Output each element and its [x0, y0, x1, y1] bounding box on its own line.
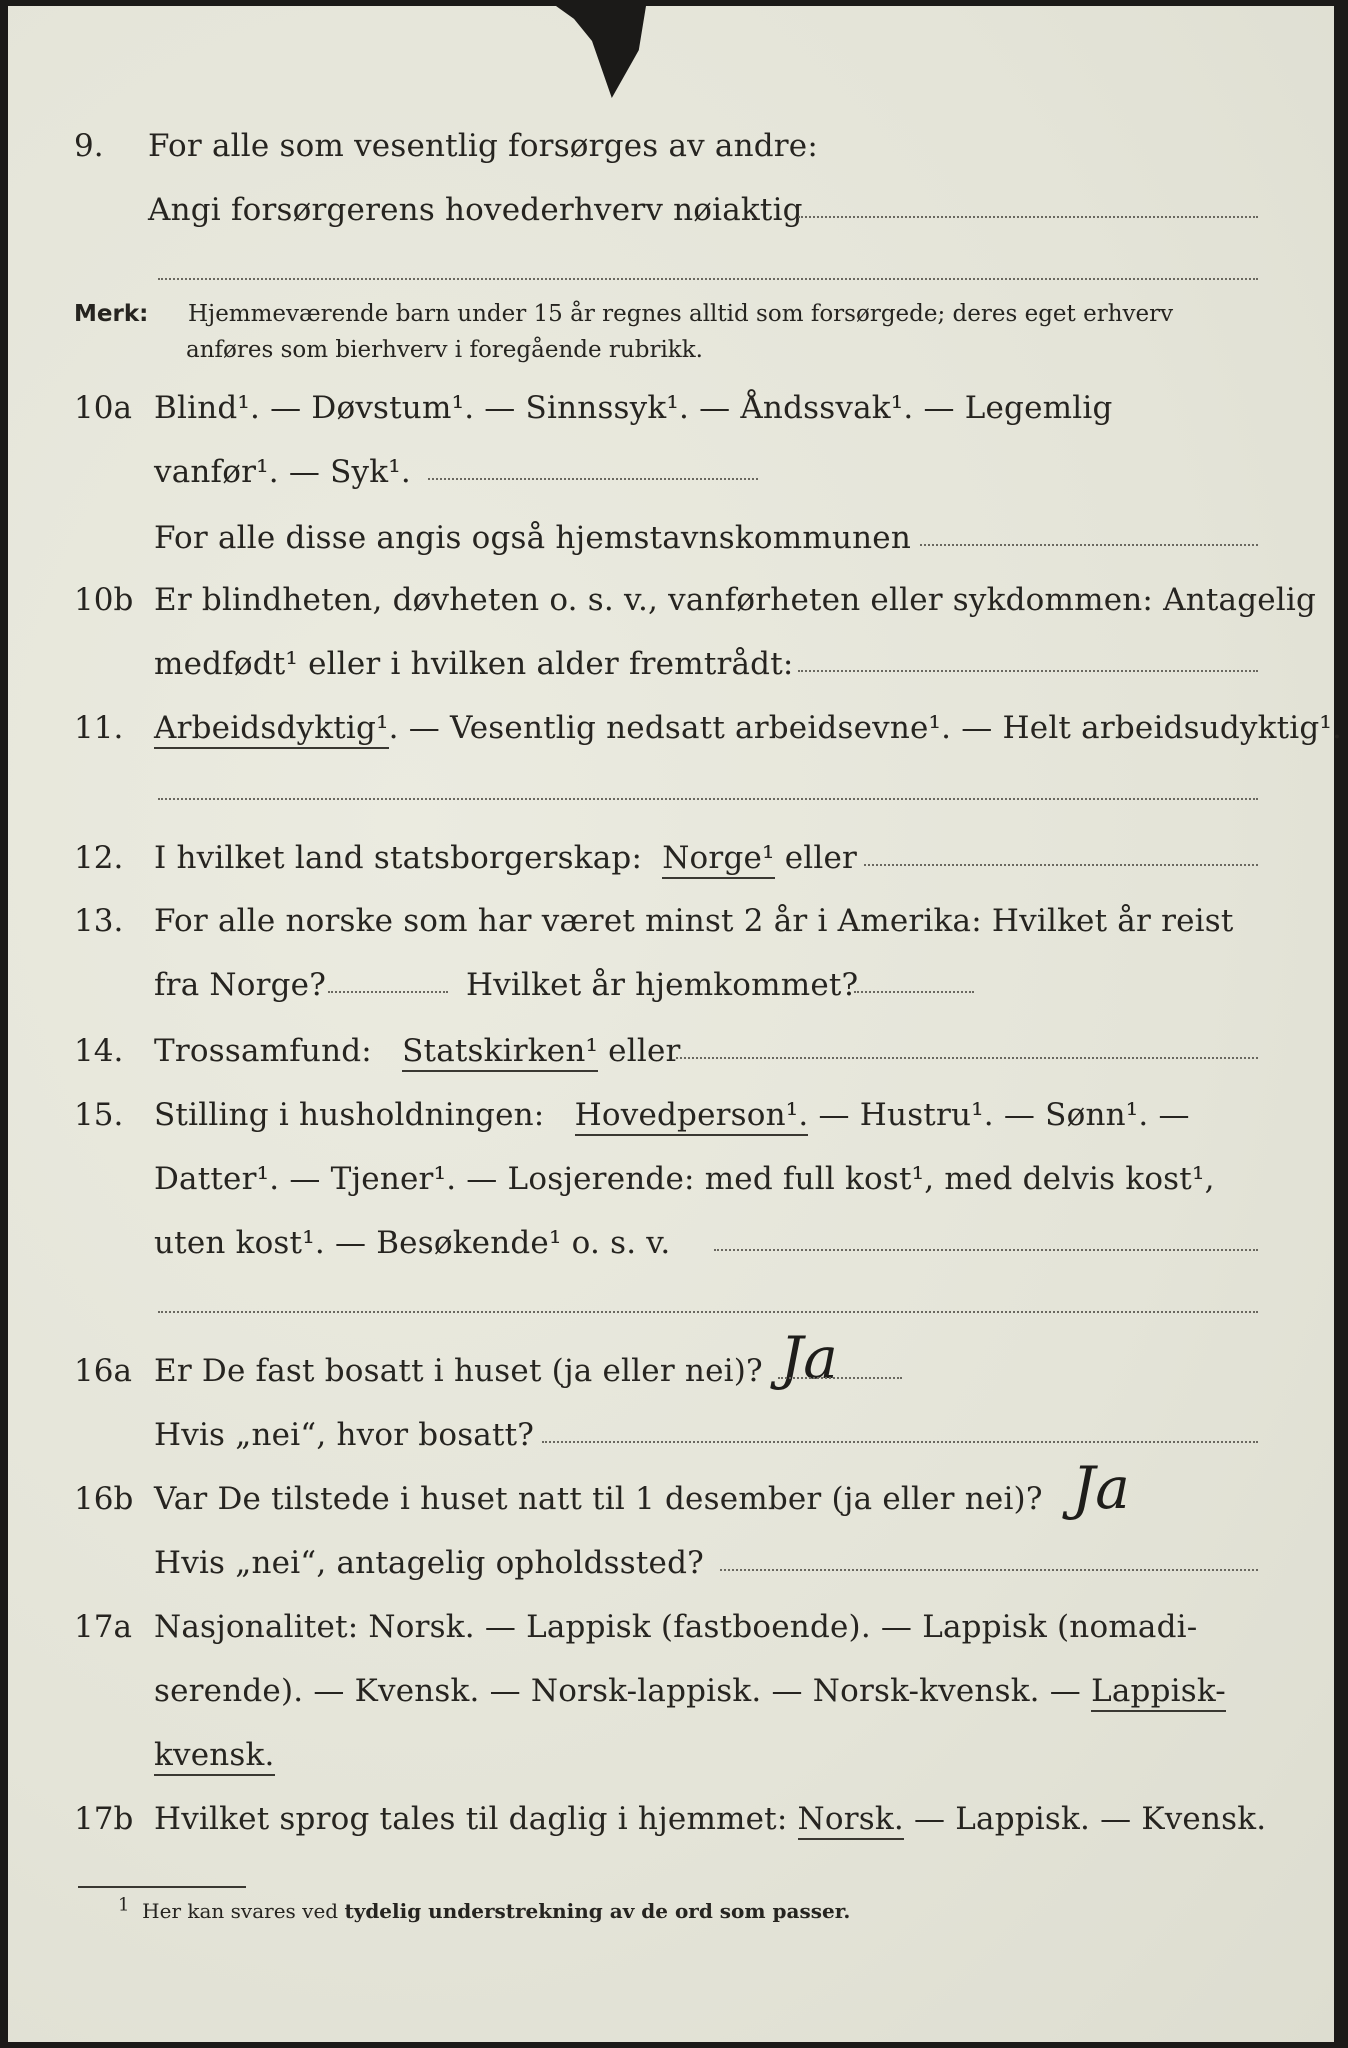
q10a-line3: For alle disse angis også hjemstavnskommunen [154, 520, 911, 556]
q13-line1: For alle norske som har været minst 2 år i Amerika: Hvilket år reist [154, 903, 1234, 939]
q16a-line1: Er De fast bosatt i huset (ja eller nei)? [154, 1353, 763, 1389]
footnote [118, 1896, 850, 1926]
q15-answer-field-2[interactable] [158, 1311, 1258, 1313]
q17b-pre: Hvilket sprog tales til daglig i hjemmet: [154, 1801, 788, 1837]
q9-line1: For alle som vesentlig forsørges av andre: [148, 128, 818, 164]
q11-rest: . — Vesentlig nedsatt arbeidsevne¹. — Helt arbeidsudyktig¹. [388, 710, 1343, 746]
merk-line2: anføres som bierhverv i foregående rubrikk. [186, 337, 703, 363]
footnote-rule [78, 1886, 246, 1888]
q16b-number: 16b [74, 1481, 134, 1517]
footnote-pre: Her kan svares ved [142, 1899, 339, 1923]
q12-selected-option[interactable]: Norge¹ [662, 840, 774, 879]
q11-selected-option[interactable]: Arbeidsdyktig¹ [154, 710, 389, 749]
q17b-number: 17b [74, 1801, 134, 1837]
footnote-bold: tydelig understrekning av de ord som passer. [344, 1899, 851, 1923]
q12-line [154, 836, 857, 880]
q10b-line1: Er blindheten, døvheten o. s. v., vanførheten eller sykdommen: Antagelig [154, 582, 1317, 618]
q10a-kommune-field[interactable] [920, 544, 1258, 546]
q15-line2: Datter¹. — Tjener¹. — Losjerende: med full kost¹, med delvis kost¹, [154, 1161, 1215, 1197]
merk-label: Merk: [74, 301, 149, 327]
q17b-post: — Lappisk. — Kvensk. [913, 1801, 1267, 1837]
q10a-answer-field[interactable] [428, 478, 758, 480]
q14-answer-field[interactable] [676, 1057, 1258, 1059]
q14-line [154, 1029, 681, 1073]
q16a-number: 16a [74, 1353, 132, 1389]
q12-post: eller [784, 840, 858, 876]
q17a-line3 [154, 1733, 275, 1777]
q11-number: 11. [74, 710, 124, 746]
q13-number: 13. [74, 903, 124, 939]
torn-edge [556, 6, 646, 98]
q9-number: 9. [74, 128, 104, 164]
q9-answer-field-2[interactable] [158, 278, 1258, 280]
q9-answer-field[interactable] [798, 216, 1258, 218]
q16a-bosatt-field[interactable] [542, 1441, 1258, 1443]
q16a-line2: Hvis „nei“, hvor bosatt? [154, 1417, 535, 1453]
q13-reist-field[interactable] [328, 991, 448, 993]
q13-hjemkommet-field[interactable] [854, 991, 974, 993]
q15-selected-option[interactable]: Hovedperson¹. [575, 1097, 809, 1136]
q14-number: 14. [74, 1033, 124, 1069]
q16b-line2: Hvis „nei“, antagelig opholdssted? [154, 1545, 704, 1581]
census-form-page [8, 6, 1343, 2042]
q11-line [154, 706, 1342, 750]
q17a-selected-option-part1[interactable]: Lappisk- [1091, 1673, 1226, 1712]
q10a-number: 10a [74, 390, 132, 426]
q17a-line2 [154, 1669, 1226, 1713]
q15-line3: uten kost¹. — Besøkende¹ o. s. v. [154, 1225, 671, 1261]
q9-line2: Angi forsørgerens hovederhverv nøiaktig [148, 192, 803, 228]
q17a-line1: Nasjonalitet: Norsk. — Lappisk (fastboende). — Lappisk (nomadi- [154, 1609, 1198, 1645]
q10b-answer-field[interactable] [798, 670, 1258, 672]
q17b-line [154, 1797, 1266, 1841]
q13-line2a: fra Norge? [154, 967, 327, 1003]
q16a-answer-field[interactable] [778, 1377, 902, 1379]
q14-pre: Trossamfund: [154, 1033, 372, 1069]
q14-post: eller [608, 1033, 681, 1069]
q16b-handwritten-answer[interactable]: Ja [1072, 1454, 1130, 1522]
q10a-line2: vanfør¹. — Syk¹. [154, 454, 411, 490]
q16b-line1: Var De tilstede i huset natt til 1 desember (ja eller nei)? [154, 1481, 1043, 1517]
merk-line1: Hjemmeværende barn under 15 år regnes alltid som forsørgede; deres eget erhverv [188, 301, 1174, 327]
q12-answer-field[interactable] [864, 864, 1258, 866]
q13-line2b: Hvilket år hjemkommet? [466, 967, 859, 1003]
q15-rest1: — Hustru¹. — Sønn¹. — [818, 1097, 1190, 1133]
q16b-opholdssted-field[interactable] [720, 1569, 1258, 1571]
q15-answer-field[interactable] [714, 1249, 1258, 1251]
q17a-line2a: serende). — Kvensk. — Norsk-lappisk. — Norsk-kvensk. — [154, 1673, 1081, 1709]
q14-selected-option[interactable]: Statskirken¹ [402, 1033, 598, 1072]
q10a-line1: Blind¹. — Døvstum¹. — Sinnssyk¹. — Åndssvak¹. — Legemlig [154, 390, 1113, 426]
q17b-selected-option[interactable]: Norsk. [798, 1801, 904, 1840]
q17a-number: 17a [74, 1609, 132, 1645]
q11-answer-field[interactable] [158, 798, 1258, 800]
q17a-selected-option-part2[interactable]: kvensk. [154, 1737, 275, 1776]
q10b-number: 10b [74, 582, 134, 618]
q10b-line2: medfødt¹ eller i hvilken alder fremtrådt: [154, 646, 794, 682]
q15-line1 [154, 1093, 1190, 1137]
q15-pre: Stilling i husholdningen: [154, 1097, 545, 1133]
q12-pre: I hvilket land statsborgerskap: [154, 840, 643, 876]
q15-number: 15. [74, 1097, 124, 1133]
q12-number: 12. [74, 840, 124, 876]
q16a-handwritten-answer[interactable]: Ja [780, 1324, 838, 1392]
footnote-mark: 1 [118, 1894, 130, 1916]
